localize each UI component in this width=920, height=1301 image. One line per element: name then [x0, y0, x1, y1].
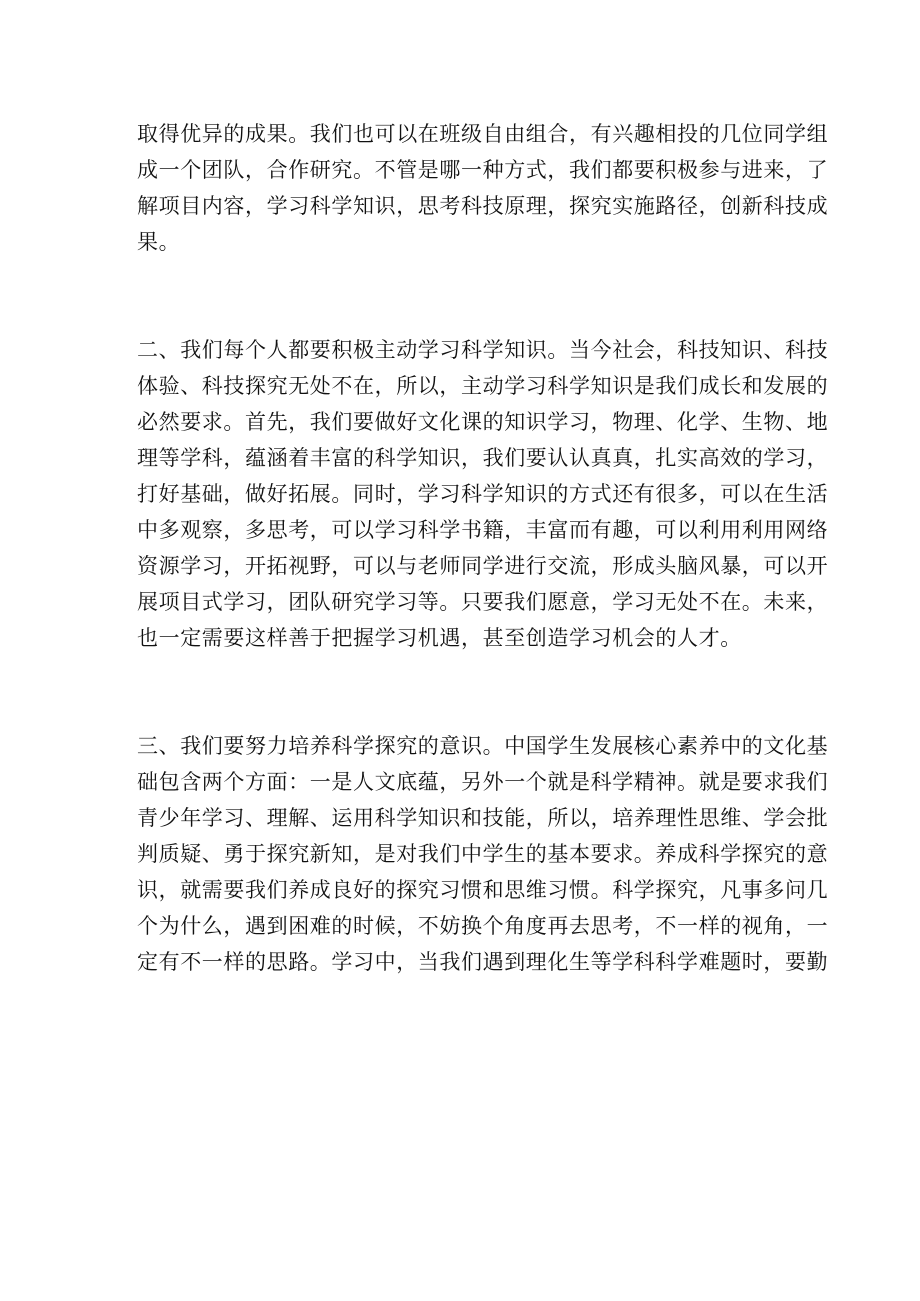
text-line: 础包含两个方面：一是人文底蕴，另外一个就是科学精神。就是要求我们 [137, 770, 829, 794]
text-line: 中多观察，多思考，可以学习科学书籍，丰富而有趣，可以利用利用网络 [137, 518, 829, 542]
paragraph-continuation [137, 116, 829, 260]
text-line: 果。 [137, 230, 181, 254]
text-line: 打好基础，做好拓展。同时，学习科学知识的方式还有很多，可以在生活 [137, 482, 829, 506]
text-line: 判质疑、勇于探究新知，是对我们中学生的基本要求。养成科学探究的意 [137, 842, 829, 866]
text-line: 识，就需要我们养成良好的探究习惯和思维习惯。科学探究，凡事多问几 [137, 878, 829, 902]
paragraph-gap [137, 656, 791, 728]
text-line: 理等学科，蕴涵着丰富的科学知识，我们要认认真真，扎实高效的学习， [137, 446, 829, 470]
text-line: 定有不一样的思路。学习中，当我们遇到理化生等学科科学难题时，要勤 [137, 950, 829, 974]
text-line: 取得优异的成果。我们也可以在班级自由组合，有兴趣相投的几位同学组 [137, 122, 829, 146]
text-line: 必然要求。首先，我们要做好文化课的知识学习，物理、化学、生物、地 [137, 410, 829, 434]
text-line: 二、我们每个人都要积极主动学习科学知识。当今社会，科技知识、科技 [137, 338, 829, 362]
text-line: 成一个团队，合作研究。不管是哪一种方式，我们都要积极参与进来，了 [137, 158, 829, 182]
document-body [137, 116, 829, 980]
text-line: 青少年学习、理解、运用科学知识和技能，所以，培养理性思维、学会批 [137, 806, 829, 830]
text-line: 展项目式学习，团队研究学习等。只要我们愿意，学习无处不在。未来， [137, 590, 829, 614]
text-line: 解项目内容，学习科学知识，思考科技原理，探究实施路径，创新科技成 [137, 194, 829, 218]
paragraph-gap [137, 260, 791, 332]
text-line: 体验、科技探究无处不在，所以，主动学习科学知识是我们成长和发展的 [137, 374, 829, 398]
paragraph-point-two [137, 332, 829, 656]
text-line: 资源学习，开拓视野，可以与老师同学进行交流，形成头脑风暴，可以开 [137, 554, 829, 578]
text-line: 三、我们要努力培养科学探究的意识。中国学生发展核心素养中的文化基 [137, 734, 829, 758]
text-line: 也一定需要这样善于把握学习机遇，甚至创造学习机会的人才。 [137, 626, 742, 650]
paragraph-point-three [137, 728, 829, 980]
text-line: 个为什么，遇到困难的时候，不妨换个角度再去思考，不一样的视角，一 [137, 914, 829, 938]
